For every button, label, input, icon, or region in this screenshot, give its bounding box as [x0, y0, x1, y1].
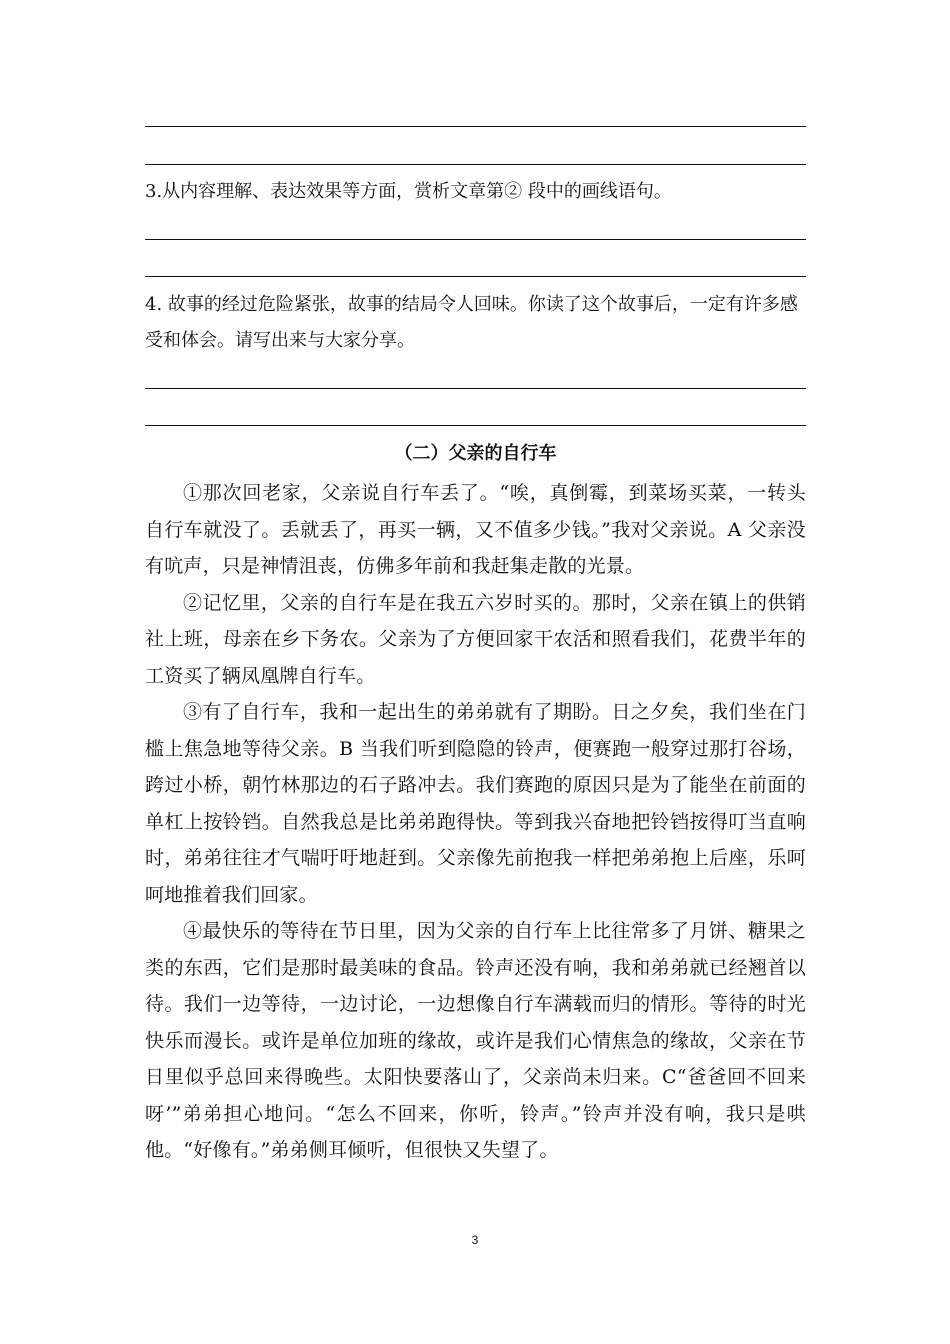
answer-line — [145, 276, 806, 277]
page-number: 3 — [471, 1233, 479, 1247]
answer-line — [145, 388, 806, 389]
question-3: 3.从内容理解、表达效果等方面，赏析文章第② 段中的画线语句。 — [145, 181, 672, 202]
section-title: （二）父亲的自行车 — [394, 443, 557, 464]
article-body — [145, 475, 806, 1169]
paragraph-2: ②记忆里，父亲的自行车是在我五六岁时买的。那时，父亲在镇上的供销社上班，母亲在乡下务农。父亲为了方便回家干农活和照看我们，花费半年的工资买了辆凤凰牌自行车。 — [145, 591, 806, 687]
answer-line — [145, 126, 806, 127]
paragraph-1: ①那次回老家，父亲说自行车丢了。“唉，真倒霉，到菜场买菜，一转头自行车就没了。丢就丢了，再买一辆，又不值多少钱。”我对父亲说。A 父亲没有吭声，只是神情沮丧，仿佛多年前和我赶集走散的光景。 — [145, 482, 806, 577]
answer-line — [145, 239, 806, 240]
question-4: 4. 故事的经过危险紧张，故事的结局令人回味。你读了这个故事后，一定有许多感受和体会。请写出来与大家分享。 — [145, 294, 798, 351]
paragraph-3: ③有了自行车，我和一起出生的弟弟就有了期盼。日之夕矣，我们坐在门槛上焦急地等待父亲。B 当我们听到隐隐的铃声，便赛跑一般穿过那打谷场，跨过小桥，朝竹林那边的石子路冲去。我们赛跑的原因只是为了能坐在前面的单杠上按铃铛。自然我总是比弟弟跑得快。等到我兴奋地把铃铛按得叮当直响时，弟弟往往才气喘吁吁地赶到。父亲像先前抱我一样把弟弟抱上后座，乐呵呵地推着我们回家。 — [145, 701, 806, 906]
answer-line — [145, 425, 806, 426]
answer-line — [145, 164, 806, 165]
paragraph-4: ④最快乐的等待在节日里，因为父亲的自行车上比往常多了月饼、糖果之类的东西，它们是那时最美味的食品。铃声还没有响，我和弟弟就已经翘首以待。我们一边等待，一边讨论，一边想像自行车满载而归的情形。等待的时光快乐而漫长。或许是单位加班的缘故，或许是我们心情焦急的缘故，父亲在节日里似乎总回来得晚些。太阳快要落山了，父亲尚未归来。C“爸爸回不回来呀’”弟弟担心地问。“怎么不回来，你听，铃声。”铃声并没有响，我只是哄他。“好像有。”弟弟侧耳倾听，但很快又失望了。 — [145, 920, 806, 1161]
